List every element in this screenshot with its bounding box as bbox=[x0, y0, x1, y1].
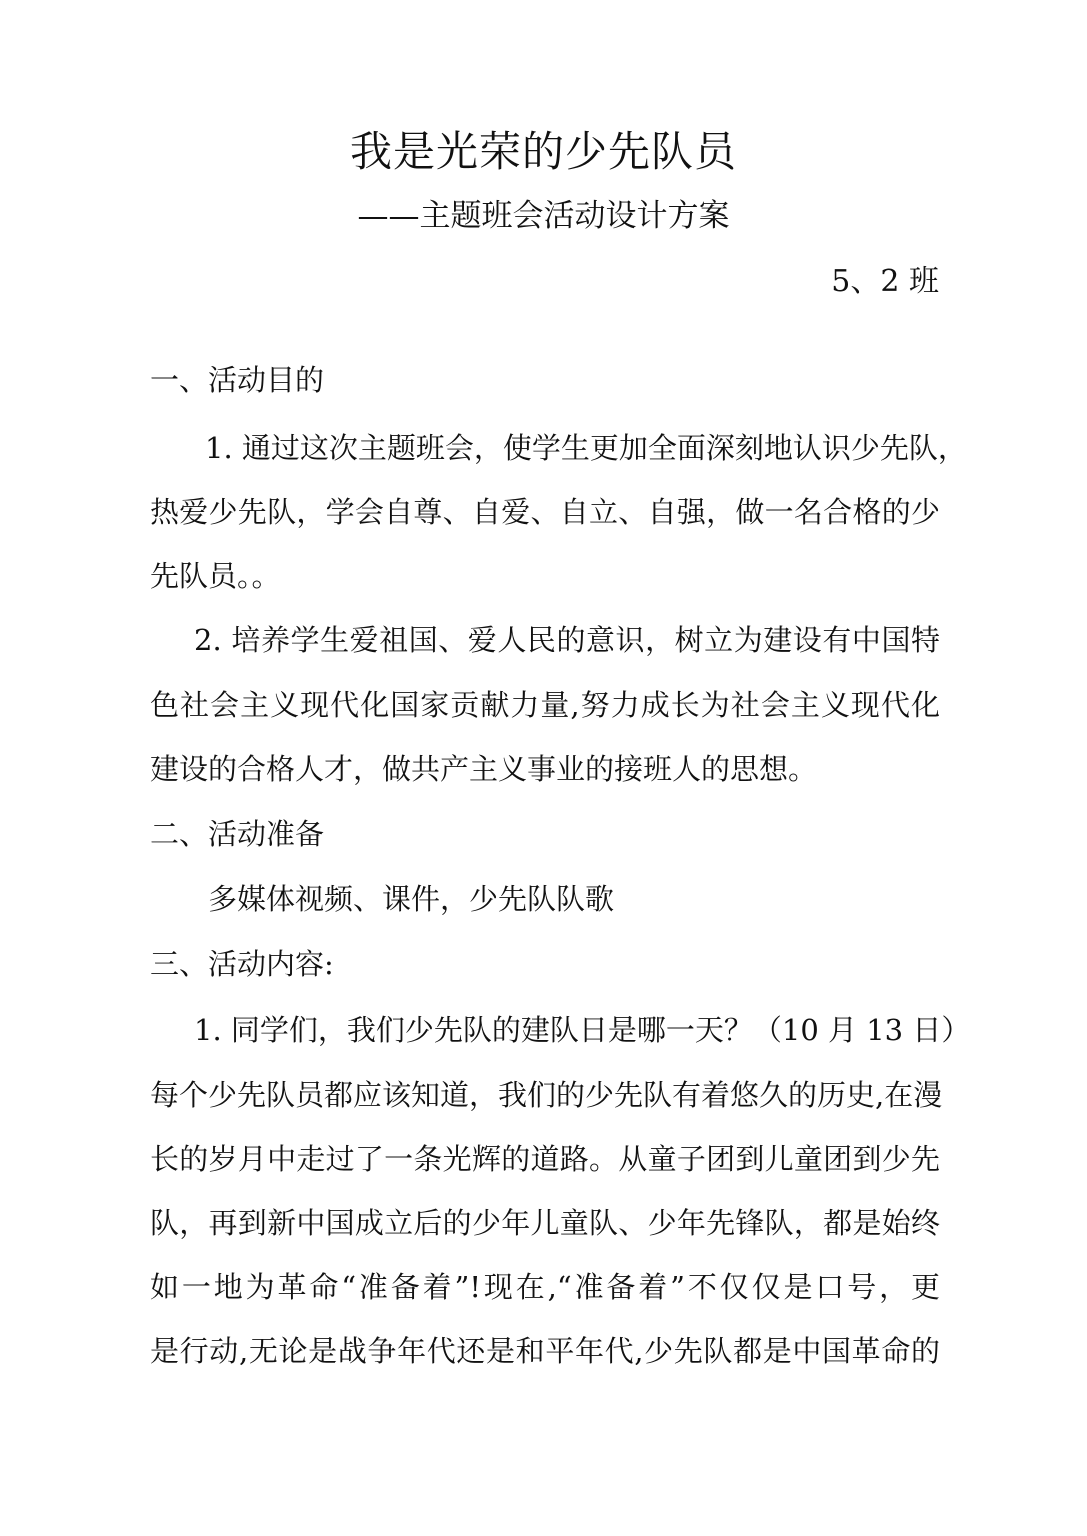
paragraph-line: 长的岁月中走过了一条光辉的道路。从童子团到儿童团到少先 bbox=[150, 1142, 940, 1176]
paragraph-line: 热爱少先队，学会自尊、自爱、自立、自强，做一名合格的少 bbox=[150, 495, 940, 529]
section-heading-content: 三、活动内容: bbox=[150, 947, 334, 981]
paragraph-line: 1. 通过这次主题班会，使学生更加全面深刻地认识少先队， bbox=[205, 431, 967, 465]
document-title: 我是光荣的少先队员 bbox=[349, 127, 737, 176]
paragraph-line: 多媒体视频、课件，少先队队歌 bbox=[208, 882, 615, 916]
document-subtitle: ——主题班会活动设计方案 bbox=[357, 198, 730, 234]
paragraph-line: 是行动,无论是战争年代还是和平年代,少先队都是中国革命的 bbox=[150, 1334, 940, 1368]
section-heading-purpose: 一、活动目的 bbox=[150, 363, 325, 397]
paragraph-line: 2. 培养学生爱祖国、爱人民的意识，树立为建设有中国特 bbox=[194, 623, 940, 657]
paragraph-line: 每个少先队员都应该知道，我们的少先队有着悠久的历史,在漫 bbox=[150, 1078, 943, 1112]
paragraph-line: 队，再到新中国成立后的少年儿童队、少年先锋队，都是始终 bbox=[150, 1206, 940, 1240]
class-label: 5、2 班 bbox=[831, 264, 939, 299]
section-heading-preparation: 二、活动准备 bbox=[150, 817, 325, 851]
paragraph-line: 建设的合格人才，做共产主义事业的接班人的思想。 bbox=[150, 752, 818, 786]
paragraph-line: 如一地为革命“准备着”!现在,“准备着”不仅仅是口号，更 bbox=[150, 1270, 940, 1304]
paragraph-line: 先队员。。 bbox=[150, 559, 281, 593]
paragraph-line: 色社会主义现代化国家贡献力量,努力成长为社会主义现代化 bbox=[150, 688, 940, 722]
paragraph-line: 1. 同学们，我们少先队的建队日是哪一天？（10 月 13 日） bbox=[194, 1013, 971, 1047]
